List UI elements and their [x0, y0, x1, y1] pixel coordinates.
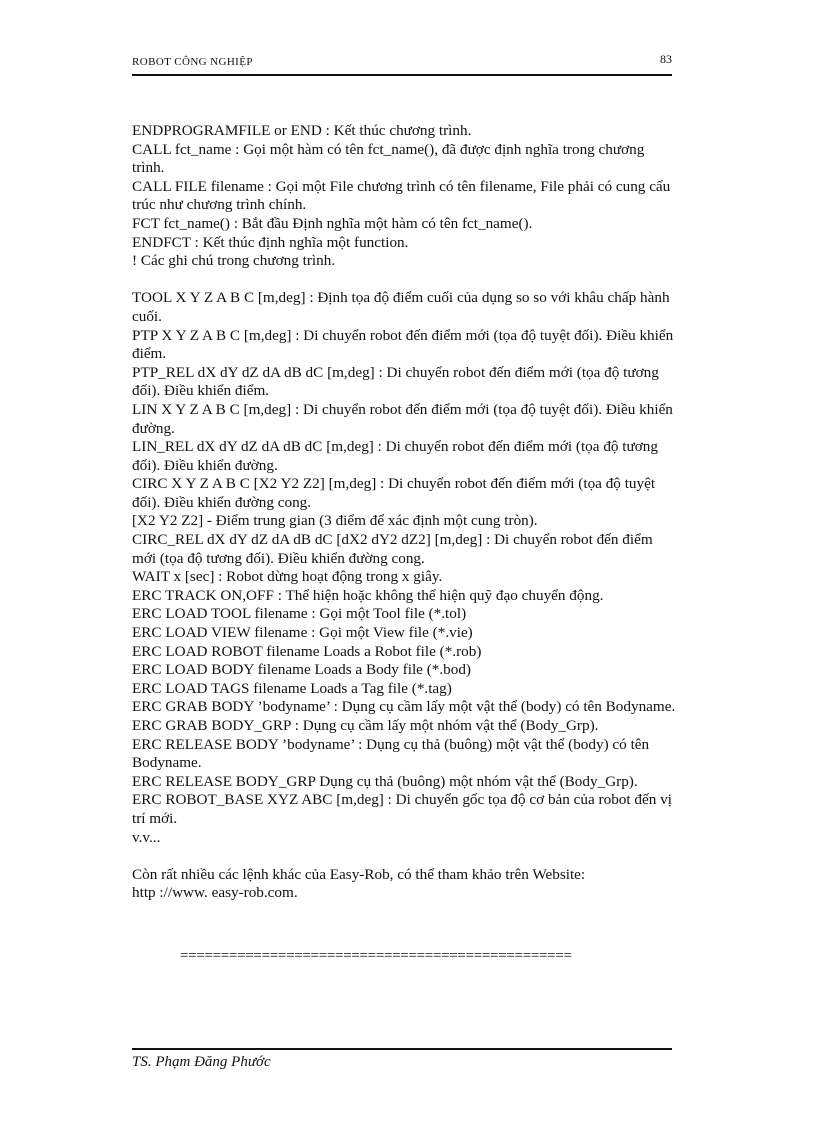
text-line: ENDPROGRAMFILE or END : Kết thúc chương trình. [132, 122, 472, 139]
program-control-commands [132, 122, 677, 271]
text-line: ERC GRAB BODY_GRP : Dụng cụ cầm lấy một nhóm vật thể (Body_Grp). [132, 717, 599, 734]
text-line: Còn rất nhiều các lệnh khác của Easy-Rob, có thể tham khảo trên Website: [132, 865, 586, 883]
text-line: WAIT x [sec] : Robot dừng hoạt động trong x giây. [132, 568, 443, 586]
text-line: ERC LOAD TOOL filename : Gọi một Tool file (*.tol) [132, 605, 467, 623]
text-line: LIN_REL dX dY dZ dA dB dC [m,deg] : Di chuyển robot đến điểm mới (tọa độ tương đối). Điều khiển đường. [132, 438, 658, 474]
page-body [132, 122, 677, 922]
text-line: CALL fct_name : Gọi một hàm có tên fct_name(), đã được định nghĩa trong chương trình. [132, 140, 645, 177]
text-line: [X2 Y2 Z2] - Điểm trung gian (3 điểm để xác định một cung tròn). [132, 512, 538, 530]
footer-rule [132, 1048, 672, 1050]
text-line: ERC LOAD ROBOT filename Loads a Robot file (*.rob) [132, 642, 482, 660]
separator-line: ================================================ [180, 948, 572, 964]
text-line: CIRC X Y Z A B C [X2 Y2 Z2] [m,deg] : Di chuyển robot đến điểm mới (tọa độ tuyệt đối). Điều khiển đường cong. [132, 475, 656, 511]
text-line: CALL FILE filename : Gọi một File chương trình có tên filename, File phải có cung cấu trúc như chương trình chính. [132, 177, 671, 214]
text-line: PTP X Y Z A B C [m,deg] : Di chuyển robot đến điểm mới (tọa độ tuyệt đối). Điều khiển điểm. [132, 326, 674, 363]
text-line: PTP_REL dX dY dZ dA dB dC [m,deg] : Di chuyển robot đến điểm mới (tọa độ tương đối). Điều khiển điểm. [132, 363, 659, 400]
page-header [132, 50, 672, 76]
text-line: v.v... [132, 828, 161, 846]
text-line: ERC RELEASE BODY_GRP Dụng cụ thả (buông) một nhóm vật thể (Body_Grp). [132, 772, 638, 790]
text-line: FCT fct_name() : Bắt đầu Định nghĩa một hàm có tên fct_name(). [132, 214, 533, 232]
motion-commands [132, 289, 677, 847]
header-title: ROBOT CÔNG NGHIỆP [132, 56, 253, 68]
text-line: ERC GRAB BODY ’bodyname’ : Dụng cụ cầm lấy một vật thể (body) có tên Bodyname. [132, 698, 676, 716]
header-rule [132, 74, 672, 76]
text-line: ERC LOAD VIEW filename : Gọi một View file (*.vie) [132, 624, 473, 642]
text-line: ERC LOAD BODY filename Loads a Body file (*.bod) [132, 661, 471, 679]
text-line: CIRC_REL dX dY dZ dA dB dC [dX2 dY2 dZ2] [m,deg] : Di chuyển robot đến điểm mới (tọa độ tương đối). Điều khiển đường cong. [132, 531, 653, 567]
text-line: LIN X Y Z A B C [m,deg] : Di chuyển robot đến điểm mới (tọa độ tuyệt đối). Điều khiển đường. [132, 400, 673, 437]
text-line: ERC RELEASE BODY ’bodyname’ : Dụng cụ thả (buông) một vật thể (body) có tên Bodyname. [132, 735, 650, 772]
footer-author: TS. Phạm Đăng Phước [132, 1054, 271, 1070]
closing-note [132, 866, 677, 903]
text-line: ERC TRACK ON,OFF : Thể hiện hoặc không thể hiện quỹ đạo chuyển động. [132, 586, 604, 604]
text-line: TOOL X Y Z A B C [m,deg] : Định tọa độ điểm cuối của dụng so so với khâu chấp hành cuối. [132, 289, 670, 325]
website-link-text: http ://www. easy-rob.com. [132, 884, 298, 902]
text-line: ENDFCT : Kết thúc định nghĩa một function. [132, 233, 409, 251]
text-line: ! Các ghi chú trong chương trình. [132, 252, 336, 270]
text-line: ERC ROBOT_BASE XYZ ABC [m,deg] : Di chuyển gốc tọa độ cơ bản của robot đến vị trí mới. [132, 791, 672, 827]
page-number: 83 [660, 52, 672, 66]
text-line: ERC LOAD TAGS filename Loads a Tag file (*.tag) [132, 679, 452, 697]
